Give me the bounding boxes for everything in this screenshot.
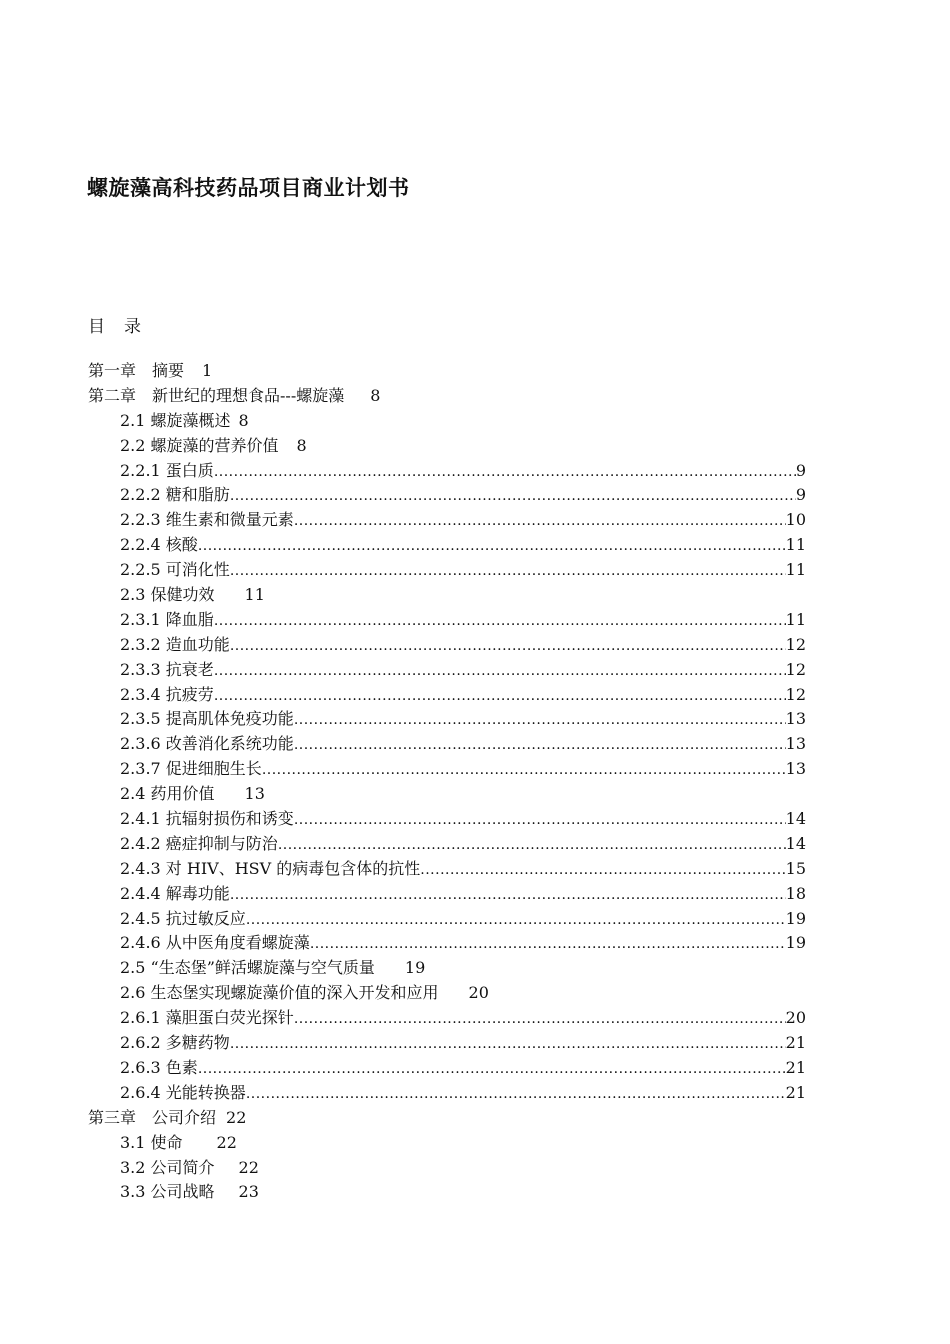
toc-leader-dots — [214, 684, 786, 709]
document-title: 螺旋藻高科技药品项目商业计划书 — [87, 176, 410, 200]
toc-entry-title: 2.3.5 提高肌体免疫功能 — [120, 709, 294, 729]
toc-leader-dots — [278, 833, 786, 858]
toc-entry[interactable] — [88, 508, 806, 533]
toc-entry-title: 2.6.2 多糖药物 — [120, 1033, 230, 1053]
toc-entry-title: 2.6.4 光能转换器 — [120, 1082, 246, 1102]
toc-entry-title: 2.3.6 改善消化系统功能 — [120, 734, 294, 754]
toc-entry-title: 2.3.7 促进细胞生长 — [120, 759, 262, 779]
toc-page-number: 14 — [785, 833, 806, 853]
toc-entry-title: 2.3.3 抗衰老 — [120, 659, 214, 679]
toc-entry[interactable] — [88, 757, 806, 782]
toc-leader-dots — [230, 1032, 786, 1057]
toc-page-number: 13 — [785, 759, 806, 779]
toc-page-number: 23 — [238, 1182, 259, 1202]
toc-entry-title: 2.4 药用价值 — [120, 784, 215, 804]
toc-page-number: 20 — [468, 983, 489, 1003]
toc-entry[interactable] — [88, 981, 806, 1006]
toc-page-number: 22 — [216, 1132, 237, 1152]
toc-entry-title: 2.6.3 色素 — [120, 1057, 198, 1077]
toc-entry-title: 2.4.2 癌症抑制与防治 — [120, 833, 278, 853]
toc-page-number: 11 — [785, 535, 806, 555]
toc-entry[interactable] — [88, 1106, 806, 1131]
toc-page-number: 8 — [370, 385, 381, 405]
toc-heading: 目 录 — [88, 317, 142, 337]
toc-leader-dots — [294, 509, 786, 534]
toc-page-number: 19 — [404, 958, 426, 978]
toc-entry-title: 2.2.5 可消化性 — [120, 560, 230, 580]
toc-entry[interactable] — [88, 533, 806, 558]
toc-leader-dots — [214, 609, 786, 634]
toc-entry[interactable] — [88, 1180, 806, 1205]
toc-leader-dots — [294, 1007, 786, 1032]
toc-entry[interactable] — [88, 409, 806, 434]
toc-leader-dots — [230, 634, 786, 659]
toc-entry[interactable] — [88, 931, 806, 956]
toc-entry[interactable] — [88, 1081, 806, 1106]
toc-page-number: 13 — [785, 709, 806, 729]
table-of-contents — [88, 359, 806, 1205]
toc-entry-title: 2.6.1 藻胆蛋白荧光探针 — [120, 1008, 294, 1028]
toc-entry[interactable] — [88, 1006, 806, 1031]
toc-entry-title: 2.2.4 核酸 — [120, 535, 198, 555]
toc-entry[interactable] — [88, 658, 806, 683]
toc-entry-title: 第三章 公司介绍 — [88, 1107, 217, 1127]
toc-leader-dots — [214, 460, 796, 485]
toc-entry-title: 2.2.2 糖和脂肪 — [120, 485, 230, 505]
toc-entry[interactable] — [88, 384, 806, 409]
toc-page-number: 12 — [785, 659, 806, 679]
toc-entry[interactable] — [88, 832, 806, 857]
toc-entry-title: 2.5 “生态堡”鲜活螺旋藻与空气质量 — [120, 958, 375, 978]
toc-entry[interactable] — [88, 882, 806, 907]
toc-page-number: 13 — [244, 784, 265, 804]
toc-page-number: 11 — [244, 585, 265, 605]
toc-page-number: 19 — [785, 933, 806, 953]
toc-leader-dots — [262, 758, 786, 783]
toc-entry[interactable] — [88, 1056, 806, 1081]
toc-entry-title: 2.2 螺旋藻的营养价值 — [120, 435, 279, 455]
toc-entry[interactable] — [88, 907, 806, 932]
toc-page-number: 11 — [785, 609, 806, 629]
toc-page-number: 11 — [785, 560, 806, 580]
toc-entry[interactable] — [88, 857, 806, 882]
toc-entry-title: 2.4.5 抗过敏反应 — [120, 908, 246, 928]
toc-page-number: 18 — [785, 883, 806, 903]
toc-leader-dots — [294, 708, 786, 733]
toc-leader-dots — [246, 1082, 786, 1107]
toc-entry-title: 2.2.1 蛋白质 — [120, 460, 214, 480]
toc-page-number: 21 — [785, 1057, 806, 1077]
toc-entry-title: 2.1 螺旋藻概述 — [120, 410, 231, 430]
toc-page-number: 21 — [785, 1033, 806, 1053]
toc-entry-title: 2.3.1 降血脂 — [120, 609, 214, 629]
toc-page-number: 19 — [785, 908, 806, 928]
toc-page-number: 13 — [785, 734, 806, 754]
toc-leader-dots — [420, 858, 785, 883]
toc-entry-title: 2.4.6 从中医角度看螺旋藻 — [120, 933, 310, 953]
toc-entry[interactable] — [88, 1031, 806, 1056]
toc-page-number: 10 — [785, 510, 806, 530]
toc-entry[interactable] — [88, 558, 806, 583]
toc-leader-dots — [230, 883, 786, 908]
toc-entry[interactable] — [88, 807, 806, 832]
toc-page-number: 21 — [785, 1082, 806, 1102]
toc-leader-dots — [294, 808, 786, 833]
toc-entry-title: 2.4.3 对 HIV、HSV 的病毒包含体的抗性 — [120, 858, 421, 878]
toc-entry[interactable] — [88, 633, 806, 658]
toc-leader-dots — [294, 733, 786, 758]
toc-entry[interactable] — [88, 683, 806, 708]
toc-entry-title: 2.3.4 抗疲劳 — [120, 684, 214, 704]
toc-page-number: 9 — [795, 460, 806, 480]
toc-entry-title: 2.3.2 造血功能 — [120, 634, 230, 654]
toc-page-number: 1 — [202, 361, 213, 380]
toc-entry[interactable] — [88, 1131, 806, 1156]
toc-leader-dots — [198, 534, 786, 559]
toc-page-number: 14 — [785, 809, 806, 829]
toc-page-number: 8 — [296, 435, 307, 455]
toc-leader-dots — [246, 908, 786, 933]
toc-page-number: 12 — [785, 634, 806, 654]
toc-page-number: 8 — [238, 410, 249, 430]
toc-entry[interactable] — [88, 782, 806, 807]
toc-page-number: 9 — [795, 485, 806, 505]
toc-page-number: 20 — [785, 1008, 806, 1028]
toc-entry-title: 2.4.1 抗辐射损伤和诱变 — [120, 809, 294, 829]
toc-entry-title: 2.2.3 维生素和微量元素 — [120, 510, 294, 530]
toc-leader-dots — [230, 559, 786, 584]
toc-entry-title: 2.6 生态堡实现螺旋藻价值的深入开发和应用 — [120, 983, 439, 1003]
toc-leader-dots — [310, 932, 786, 957]
toc-page-number: 22 — [238, 1157, 259, 1177]
toc-entry[interactable] — [88, 608, 806, 633]
toc-entry-title: 3.1 使命 — [120, 1132, 183, 1152]
toc-page-number: 12 — [785, 684, 806, 704]
toc-entry-title: 3.3 公司战略 — [120, 1182, 215, 1202]
toc-entry[interactable] — [88, 956, 806, 981]
toc-entry-title: 2.3 保健功效 — [120, 585, 215, 605]
toc-page-number: 22 — [226, 1107, 247, 1127]
toc-leader-dots — [198, 1057, 786, 1082]
toc-entry[interactable] — [88, 359, 806, 384]
toc-page-number: 15 — [785, 858, 806, 878]
toc-entry[interactable] — [88, 583, 806, 608]
toc-leader-dots — [214, 659, 786, 684]
toc-entry[interactable] — [88, 732, 806, 757]
toc-entry[interactable] — [88, 1156, 806, 1181]
toc-leader-dots — [230, 484, 796, 509]
toc-entry[interactable] — [88, 707, 806, 732]
toc-entry-title: 第一章 摘要 — [88, 361, 185, 380]
toc-entry-title: 2.4.4 解毒功能 — [120, 883, 230, 903]
toc-entry[interactable] — [88, 483, 806, 508]
toc-entry[interactable] — [88, 434, 806, 459]
toc-entry-title: 第二章 新世纪的理想食品---螺旋藻 — [88, 385, 345, 405]
toc-entry-title: 3.2 公司简介 — [120, 1157, 215, 1177]
toc-entry[interactable] — [88, 459, 806, 484]
